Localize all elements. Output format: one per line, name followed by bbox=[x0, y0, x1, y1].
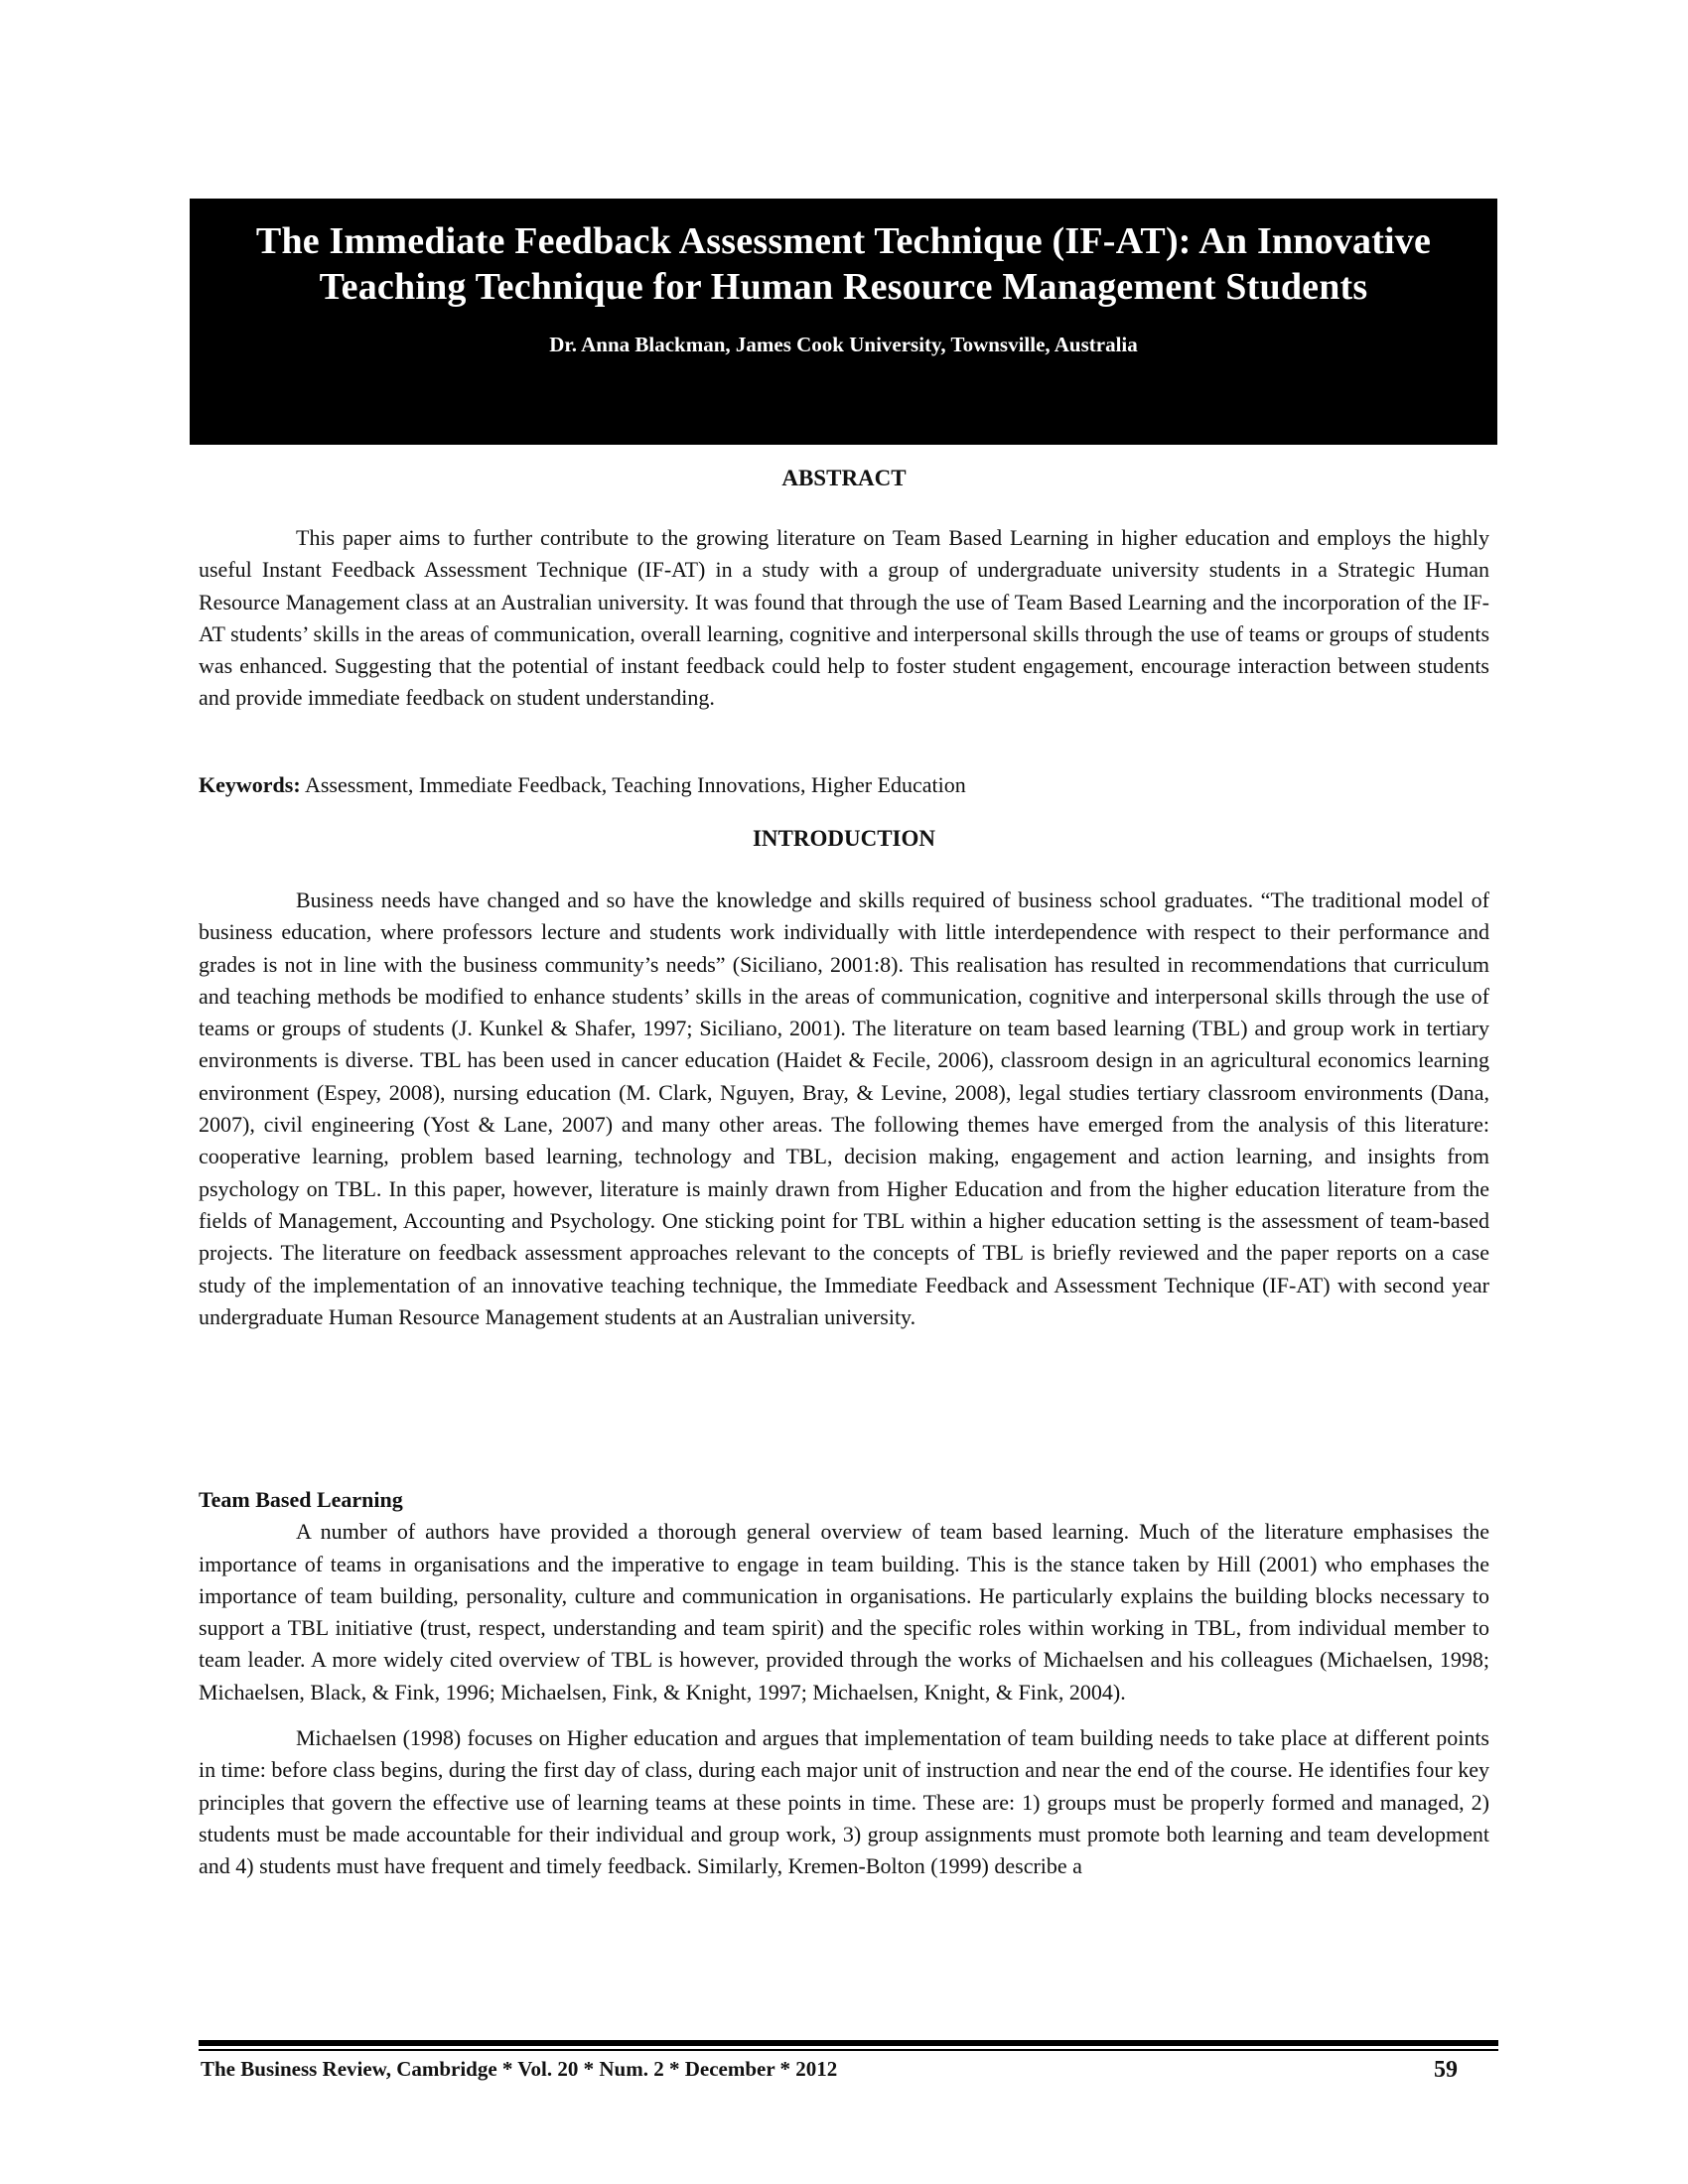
team-based-learning-section bbox=[199, 1484, 1489, 1883]
title-banner bbox=[190, 199, 1497, 445]
keywords-label: Keywords: bbox=[199, 772, 301, 797]
author-affiliation: Dr. Anna Blackman, James Cook University, Townsville, Australia bbox=[549, 333, 1138, 356]
footer-divider bbox=[199, 2040, 1498, 2051]
paragraph: A number of authors have provided a thorough general overview of team based learning. Much of the literature emphasises the importance of teams in organisations and the imperative to engage in team building. This is the stance taken by Hill (2001) who emphases the importance of team building, personality, culture and communication in organisations. He particularly explains the building blocks necessary to support a TBL initiative (trust, respect, understanding and team spirit) and the specific roles within working in TBL, from individual member to team leader. A more widely cited overview of TBL is however, provided through the works of Michaelsen and his colleagues (Michaelsen, 1998; Michaelsen, Black, & Fink, 1996; Michaelsen, Fink, & Knight, 1997; Michaelsen, Knight, & Fink, 2004). bbox=[199, 1519, 1489, 1705]
keywords-line bbox=[199, 769, 1489, 801]
introduction-heading: INTRODUCTION bbox=[752, 826, 936, 851]
abstract-section bbox=[199, 522, 1489, 715]
journal-citation: The Business Review, Cambridge * Vol. 20 * Num. 2 * December * 2012 bbox=[201, 2057, 838, 2081]
page-number: 59 bbox=[1434, 2057, 1458, 2083]
abstract-text: This paper aims to further contribute to the growing literature on Team Based Learning in higher education and employs the highly useful Instant Feedback Assessment Technique (IF-AT) in a study with a group of undergraduate university students in a Strategic Human Resource Management class at an Australian university. It was found that through the use of Team Based Learning and the incorporation of the IF-AT students’ skills in the areas of communication, overall learning, cognitive and interpersonal skills through the use of teams or groups of students was enhanced. Suggesting that the potential of instant feedback could help to foster student engagement, encourage interaction between students and provide immediate feedback on student understanding. bbox=[199, 525, 1489, 711]
introduction-section bbox=[199, 885, 1489, 1333]
keywords-text: Assessment, Immediate Feedback, Teaching Innovations, Higher Education bbox=[304, 772, 966, 797]
abstract-heading: ABSTRACT bbox=[781, 466, 907, 490]
section-heading: Team Based Learning bbox=[199, 1487, 403, 1512]
paper-title: The Immediate Feedback Assessment Technique (IF-AT): An Innovative Teaching Technique for Human Resource Management Students bbox=[255, 220, 1432, 308]
page-footer bbox=[201, 2057, 1491, 2082]
paragraph: Michaelsen (1998) focuses on Higher education and argues that implementation of team building needs to take place at different points in time: before class begins, during the first day of class, during each major unit of instruction and near the end of the course. He identifies four key principles that govern the effective use of learning teams at these points in time. These are: 1) groups must be properly formed and managed, 2) students must be made accountable for their individual and group work, 3) group assignments must promote both learning and team development and 4) students must have frequent and timely feedback. Similarly, Kremen-Bolton (1999) describe a bbox=[199, 1725, 1489, 1879]
introduction-text: Business needs have changed and so have the knowledge and skills required of business school graduates. “The traditional model of business education, where professors lecture and students work individually with little interdependence with respect to their performance and grades is not in line with the business community’s needs” (Siciliano, 2001:8). This realisation has resulted in recommendations that curriculum and teaching methods be modified to enhance students’ skills in the areas of communication, cognitive and interpersonal skills through the use of teams or groups of students (J. Kunkel & Shafer, 1997; Siciliano, 2001). The literature on team based learning (TBL) and group work in tertiary environments is diverse. TBL has been used in cancer education (Haidet & Fecile, 2006), classroom design in an agricultural economics learning environment (Espey, 2008), nursing education (M. Clark, Nguyen, Bray, & Levine, 2008), legal studies tertiary classroom environments (Dana, 2007), civil engineering (Yost & Lane, 2007) and many other areas. The following themes have emerged from the analysis of this literature: cooperative learning, problem based learning, technology and TBL, decision making, engagement and action learning, and insights from psychology on TBL. In this paper, however, literature is mainly drawn from Higher Education and from the higher education literature from the fields of Management, Accounting and Psychology. One sticking point for TBL within a higher education setting is the assessment of team-based projects. The literature on feedback assessment approaches relevant to the concepts of TBL is briefly reviewed and the paper reports on a case study of the implementation of an innovative teaching technique, the Immediate Feedback and Assessment Technique (IF-AT) with second year undergraduate Human Resource Management students at an Australian university. bbox=[199, 887, 1489, 1329]
